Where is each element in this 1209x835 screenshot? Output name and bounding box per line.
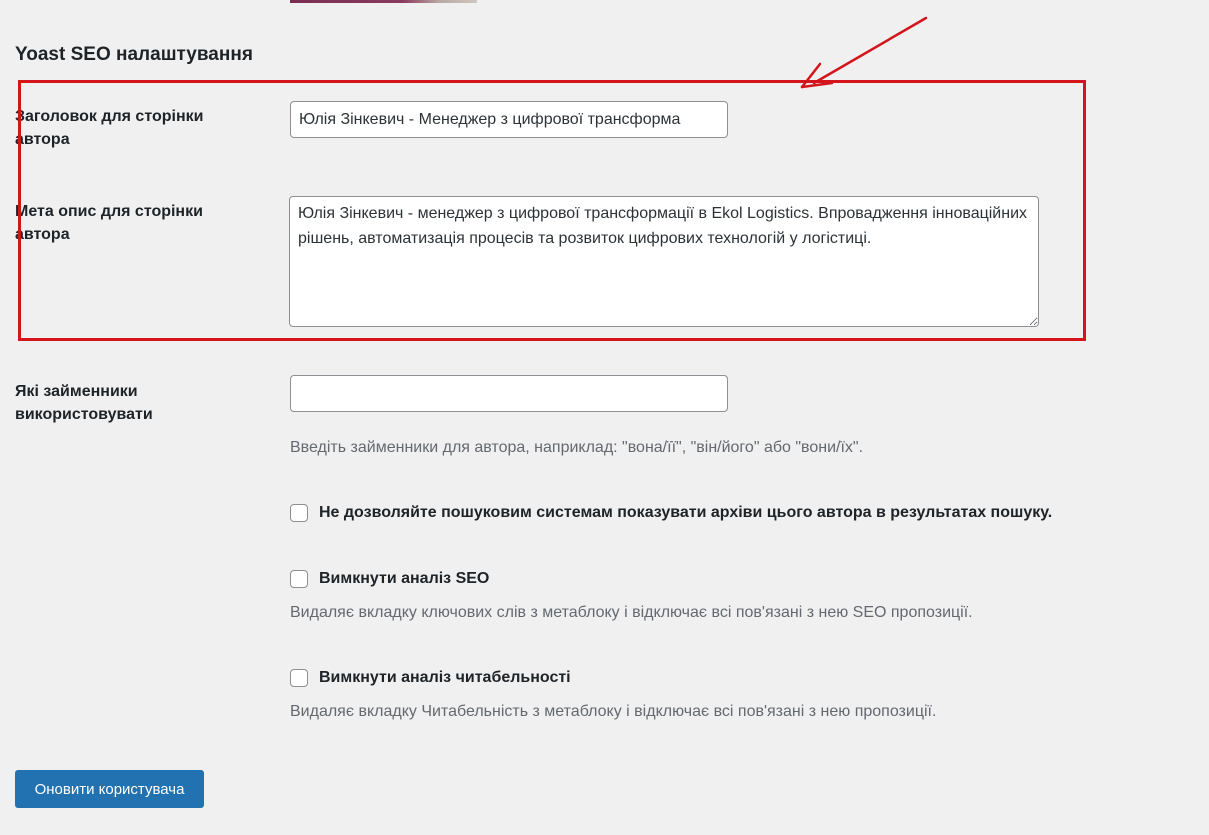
noindex-author-checkbox[interactable] <box>290 504 308 522</box>
disable-seo-analysis-label[interactable]: Вимкнути аналіз SEO <box>319 570 490 587</box>
avatar-image-edge <box>290 0 477 3</box>
author-meta-description-textarea[interactable] <box>289 196 1039 327</box>
noindex-author-row <box>290 504 1052 522</box>
disable-readability-analysis-label[interactable]: Вимкнути аналіз читабельності <box>319 669 571 686</box>
disable-readability-analysis-row <box>290 669 571 687</box>
disable-readability-analysis-description: Видаляє вкладку Читабельність з метаблоку і відключає всі пов'язані з нею пропозиції. <box>290 703 937 720</box>
disable-seo-analysis-row <box>290 570 489 588</box>
update-user-button[interactable]: Оновити користувача <box>15 770 204 808</box>
pronouns-label: Які займенники використовувати <box>15 383 153 423</box>
pronouns-input[interactable] <box>290 375 728 412</box>
section-title: Yoast SEO налаштування <box>15 44 253 65</box>
noindex-author-label[interactable]: Не дозволяйте пошуковим системам показувати архіви цього автора в результатах пошуку. <box>319 504 1053 521</box>
disable-seo-analysis-checkbox[interactable] <box>290 570 308 588</box>
disable-seo-analysis-description: Видаляє вкладку ключових слів з метаблоку і відключає всі пов'язані з нею SEO пропозиції. <box>290 604 973 621</box>
author-title-input[interactable] <box>290 101 728 138</box>
pronouns-description: Введіть займенники для автора, наприклад: "вона/її", "він/його" або "вони/їх". <box>290 439 864 456</box>
author-title-label: Заголовок для сторінки автора <box>15 108 204 148</box>
author-meta-description-label: Мета опис для сторінки автора <box>15 203 203 243</box>
disable-readability-analysis-checkbox[interactable] <box>290 669 308 687</box>
